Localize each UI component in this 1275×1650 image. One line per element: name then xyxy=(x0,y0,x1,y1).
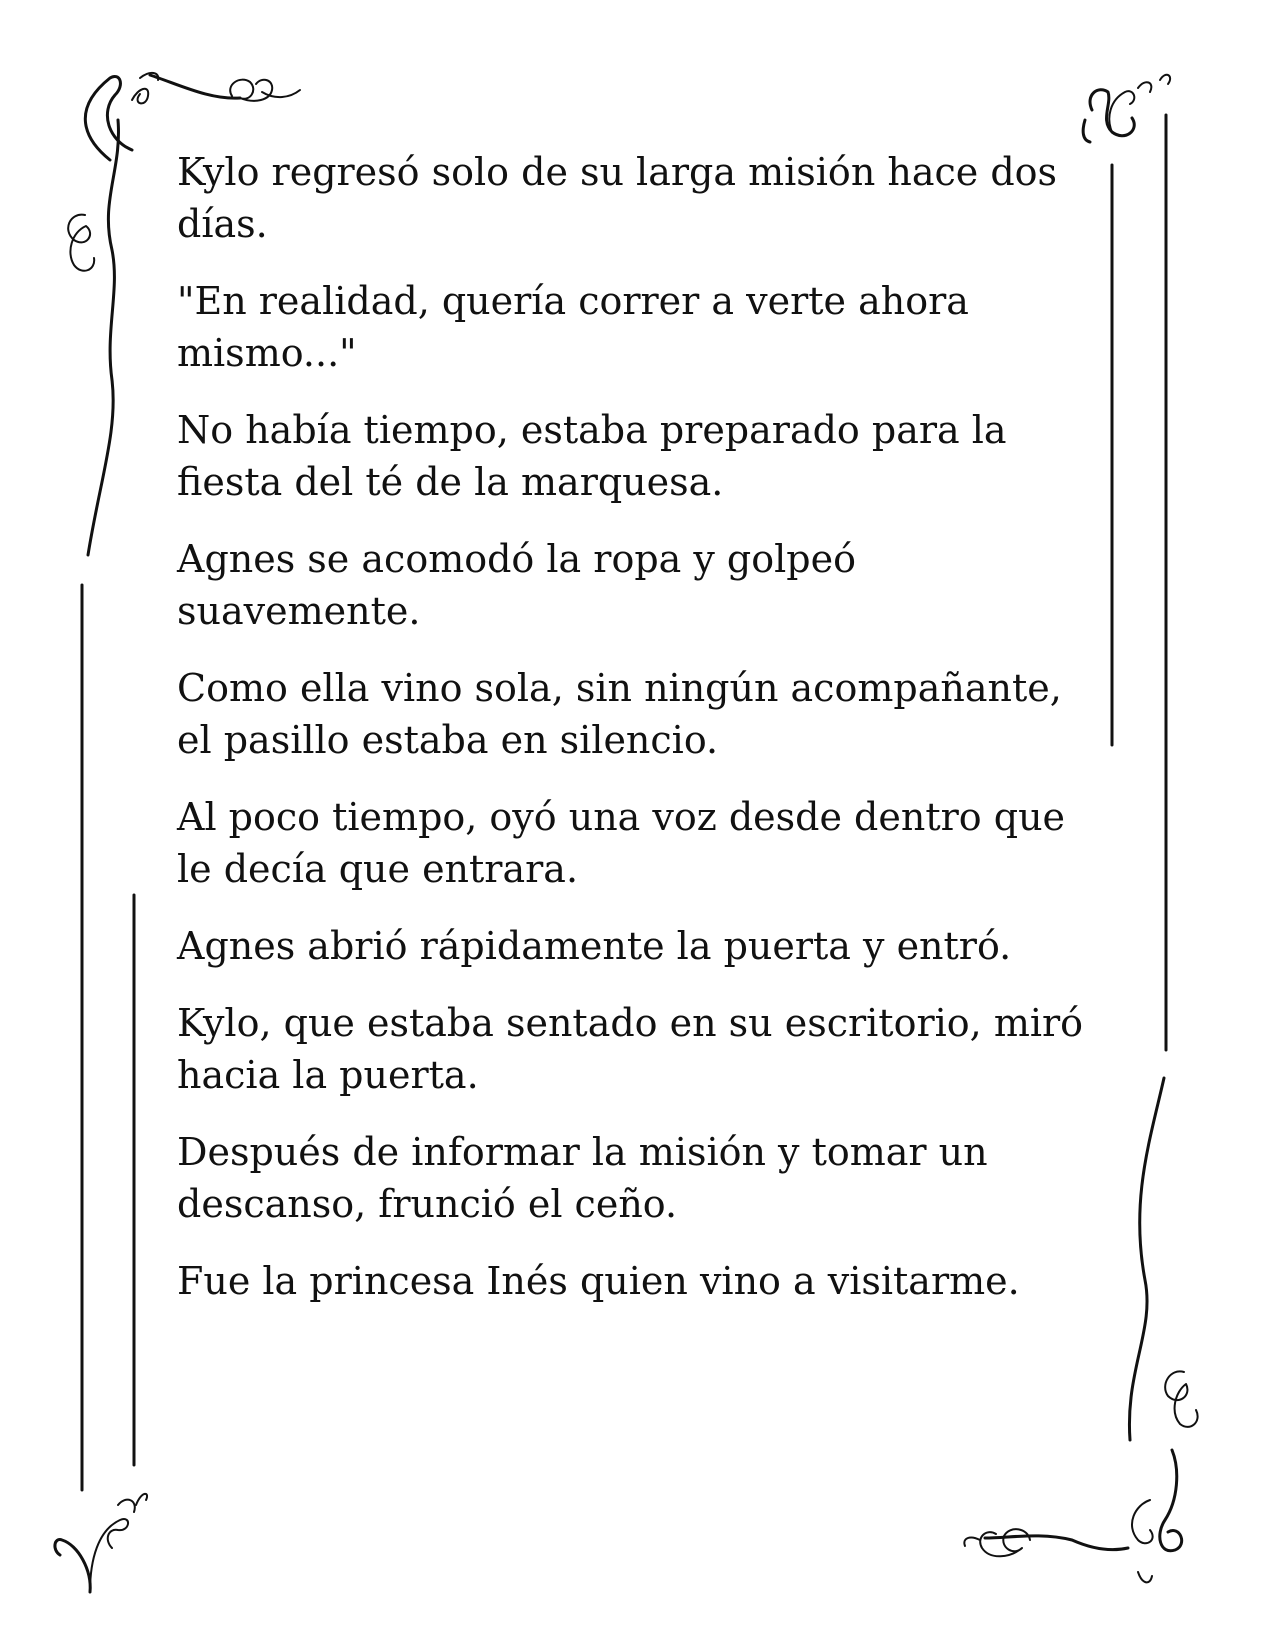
paragraph-5: Como ella vino sola, sin ningún acompañante, el pasillo estaba en silencio. xyxy=(177,666,1062,762)
paragraph-10: Fue la princesa Inés quien vino a visitarme. xyxy=(177,1259,1020,1303)
top-right-flourish-ornament xyxy=(1083,75,1170,142)
story-text-block xyxy=(177,146,1107,1332)
paragraph-9: Después de informar la misión y tomar un descanso, frunció el ceño. xyxy=(177,1130,988,1226)
paragraph-2: "En realidad, quería correr a verte ahora mismo..." xyxy=(177,279,969,375)
paragraph-4: Agnes se acomodó la ropa y golpeó suavemente. xyxy=(177,537,856,633)
paragraph-7: Agnes abrió rápidamente la puerta y entró. xyxy=(177,924,1012,968)
paragraph-8: Kylo, que estaba sentado en su escritorio, miró hacia la puerta. xyxy=(177,1001,1084,1097)
paragraph-1: Kylo regresó solo de su larga misión hace dos días. xyxy=(177,150,1058,246)
paragraph-6: Al poco tiempo, oyó una voz desde dentro que le decía que entrara. xyxy=(177,795,1066,891)
bottom-left-flourish-ornament xyxy=(55,1494,147,1592)
paragraph-3: No había tiempo, estaba preparado para la fiesta del té de la marquesa. xyxy=(177,408,1007,504)
